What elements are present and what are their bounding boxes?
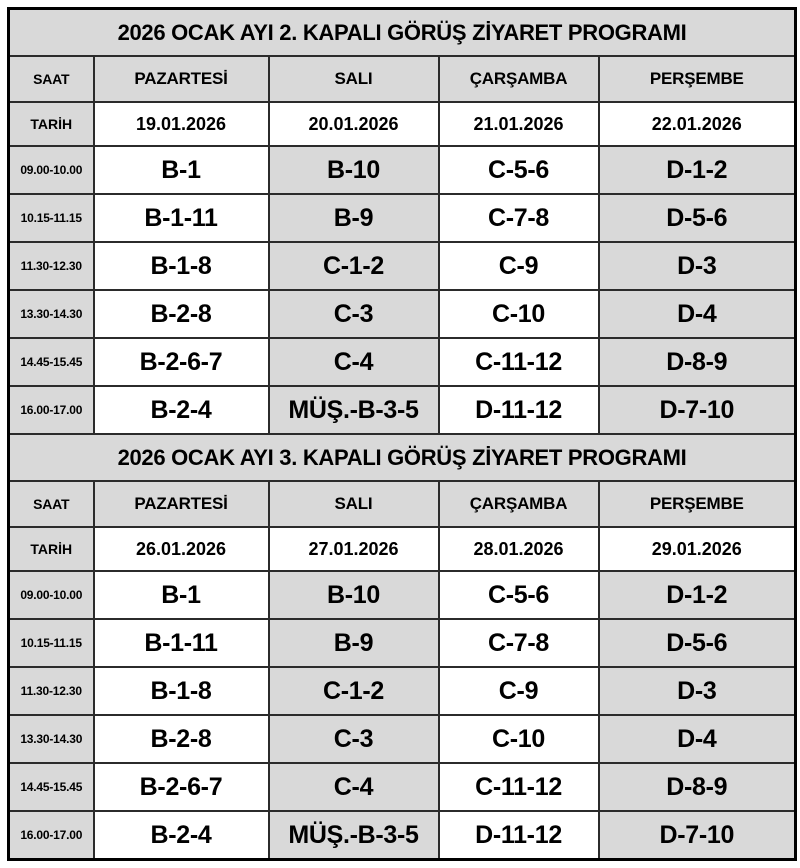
ward-cell-sali: MÜŞ.-B-3-5 bbox=[269, 386, 439, 434]
time-slot-label: 10.15-11.15 bbox=[9, 194, 94, 242]
ward-cell-pazartesi: B-2-6-7 bbox=[94, 763, 269, 811]
ward-cell-persembe: D-5-6 bbox=[599, 194, 796, 242]
date-row-label: TARİH bbox=[9, 102, 94, 146]
ward-cell-carsamba: C-7-8 bbox=[439, 619, 599, 667]
ward-cell-pazartesi: B-1-8 bbox=[94, 667, 269, 715]
time-slot-row bbox=[9, 242, 796, 290]
date-cell-carsamba: 21.01.2026 bbox=[439, 102, 599, 146]
column-header-saat: SAAT bbox=[9, 56, 94, 102]
title-row bbox=[9, 9, 796, 57]
ward-cell-sali: C-1-2 bbox=[269, 667, 439, 715]
column-header-saat: SAAT bbox=[9, 481, 94, 527]
time-slot-label: 11.30-12.30 bbox=[9, 667, 94, 715]
ward-cell-pazartesi: B-2-4 bbox=[94, 811, 269, 860]
ward-cell-sali: B-10 bbox=[269, 146, 439, 194]
ward-cell-carsamba: D-11-12 bbox=[439, 386, 599, 434]
date-cell-carsamba: 28.01.2026 bbox=[439, 527, 599, 571]
date-cell-sali: 20.01.2026 bbox=[269, 102, 439, 146]
time-slot-row bbox=[9, 338, 796, 386]
date-cell-persembe: 29.01.2026 bbox=[599, 527, 796, 571]
time-slot-row bbox=[9, 763, 796, 811]
table-title: 2026 OCAK AYI 3. KAPALI GÖRÜŞ ZİYARET PROGRAMI bbox=[9, 434, 796, 481]
ward-cell-carsamba: C-11-12 bbox=[439, 338, 599, 386]
column-header-persembe: PERŞEMBE bbox=[599, 481, 796, 527]
ward-cell-pazartesi: B-2-8 bbox=[94, 290, 269, 338]
date-cell-sali: 27.01.2026 bbox=[269, 527, 439, 571]
date-row bbox=[9, 102, 796, 146]
ward-cell-pazartesi: B-2-4 bbox=[94, 386, 269, 434]
ward-cell-persembe: D-1-2 bbox=[599, 146, 796, 194]
ward-cell-pazartesi: B-1-11 bbox=[94, 619, 269, 667]
time-slot-row bbox=[9, 146, 796, 194]
time-slot-label: 14.45-15.45 bbox=[9, 763, 94, 811]
visit-schedule-table bbox=[7, 7, 797, 861]
column-header-carsamba: ÇARŞAMBA bbox=[439, 481, 599, 527]
ward-cell-carsamba: C-5-6 bbox=[439, 571, 599, 619]
ward-cell-persembe: D-5-6 bbox=[599, 619, 796, 667]
column-header-pazartesi: PAZARTESİ bbox=[94, 56, 269, 102]
time-slot-row bbox=[9, 290, 796, 338]
date-row bbox=[9, 527, 796, 571]
time-slot-row bbox=[9, 619, 796, 667]
ward-cell-pazartesi: B-1-8 bbox=[94, 242, 269, 290]
header-row bbox=[9, 481, 796, 527]
time-slot-label: 13.30-14.30 bbox=[9, 715, 94, 763]
ward-cell-carsamba: C-10 bbox=[439, 290, 599, 338]
ward-cell-carsamba: C-10 bbox=[439, 715, 599, 763]
time-slot-row bbox=[9, 571, 796, 619]
ward-cell-pazartesi: B-2-6-7 bbox=[94, 338, 269, 386]
time-slot-label: 16.00-17.00 bbox=[9, 811, 94, 860]
ward-cell-carsamba: C-11-12 bbox=[439, 763, 599, 811]
time-slot-label: 09.00-10.00 bbox=[9, 146, 94, 194]
ward-cell-sali: B-9 bbox=[269, 619, 439, 667]
column-header-carsamba: ÇARŞAMBA bbox=[439, 56, 599, 102]
column-header-sali: SALI bbox=[269, 56, 439, 102]
ward-cell-sali: B-10 bbox=[269, 571, 439, 619]
ward-cell-persembe: D-8-9 bbox=[599, 338, 796, 386]
time-slot-label: 11.30-12.30 bbox=[9, 242, 94, 290]
ward-cell-carsamba: C-5-6 bbox=[439, 146, 599, 194]
column-header-persembe: PERŞEMBE bbox=[599, 56, 796, 102]
header-row bbox=[9, 56, 796, 102]
ward-cell-persembe: D-8-9 bbox=[599, 763, 796, 811]
time-slot-row bbox=[9, 715, 796, 763]
ward-cell-carsamba: C-9 bbox=[439, 242, 599, 290]
ward-cell-sali: MÜŞ.-B-3-5 bbox=[269, 811, 439, 860]
ward-cell-persembe: D-4 bbox=[599, 290, 796, 338]
date-cell-pazartesi: 19.01.2026 bbox=[94, 102, 269, 146]
ward-cell-pazartesi: B-2-8 bbox=[94, 715, 269, 763]
ward-cell-sali: C-4 bbox=[269, 338, 439, 386]
ward-cell-persembe: D-3 bbox=[599, 667, 796, 715]
time-slot-label: 13.30-14.30 bbox=[9, 290, 94, 338]
time-slot-row bbox=[9, 811, 796, 860]
ward-cell-sali: C-4 bbox=[269, 763, 439, 811]
column-header-pazartesi: PAZARTESİ bbox=[94, 481, 269, 527]
ward-cell-persembe: D-7-10 bbox=[599, 386, 796, 434]
date-cell-pazartesi: 26.01.2026 bbox=[94, 527, 269, 571]
time-slot-row bbox=[9, 667, 796, 715]
ward-cell-sali: C-3 bbox=[269, 715, 439, 763]
ward-cell-carsamba: D-11-12 bbox=[439, 811, 599, 860]
date-cell-persembe: 22.01.2026 bbox=[599, 102, 796, 146]
ward-cell-carsamba: C-7-8 bbox=[439, 194, 599, 242]
ward-cell-pazartesi: B-1-11 bbox=[94, 194, 269, 242]
ward-cell-pazartesi: B-1 bbox=[94, 571, 269, 619]
ward-cell-persembe: D-7-10 bbox=[599, 811, 796, 860]
ward-cell-sali: C-1-2 bbox=[269, 242, 439, 290]
title-row bbox=[9, 434, 796, 481]
ward-cell-persembe: D-1-2 bbox=[599, 571, 796, 619]
ward-cell-pazartesi: B-1 bbox=[94, 146, 269, 194]
time-slot-label: 10.15-11.15 bbox=[9, 619, 94, 667]
ward-cell-persembe: D-3 bbox=[599, 242, 796, 290]
column-header-sali: SALI bbox=[269, 481, 439, 527]
time-slot-label: 09.00-10.00 bbox=[9, 571, 94, 619]
ward-cell-sali: C-3 bbox=[269, 290, 439, 338]
ward-cell-carsamba: C-9 bbox=[439, 667, 599, 715]
time-slot-label: 16.00-17.00 bbox=[9, 386, 94, 434]
schedule-tbody bbox=[9, 9, 796, 860]
table-title: 2026 OCAK AYI 2. KAPALI GÖRÜŞ ZİYARET PROGRAMI bbox=[9, 9, 796, 57]
date-row-label: TARİH bbox=[9, 527, 94, 571]
time-slot-label: 14.45-15.45 bbox=[9, 338, 94, 386]
ward-cell-persembe: D-4 bbox=[599, 715, 796, 763]
time-slot-row bbox=[9, 386, 796, 434]
time-slot-row bbox=[9, 194, 796, 242]
ward-cell-sali: B-9 bbox=[269, 194, 439, 242]
